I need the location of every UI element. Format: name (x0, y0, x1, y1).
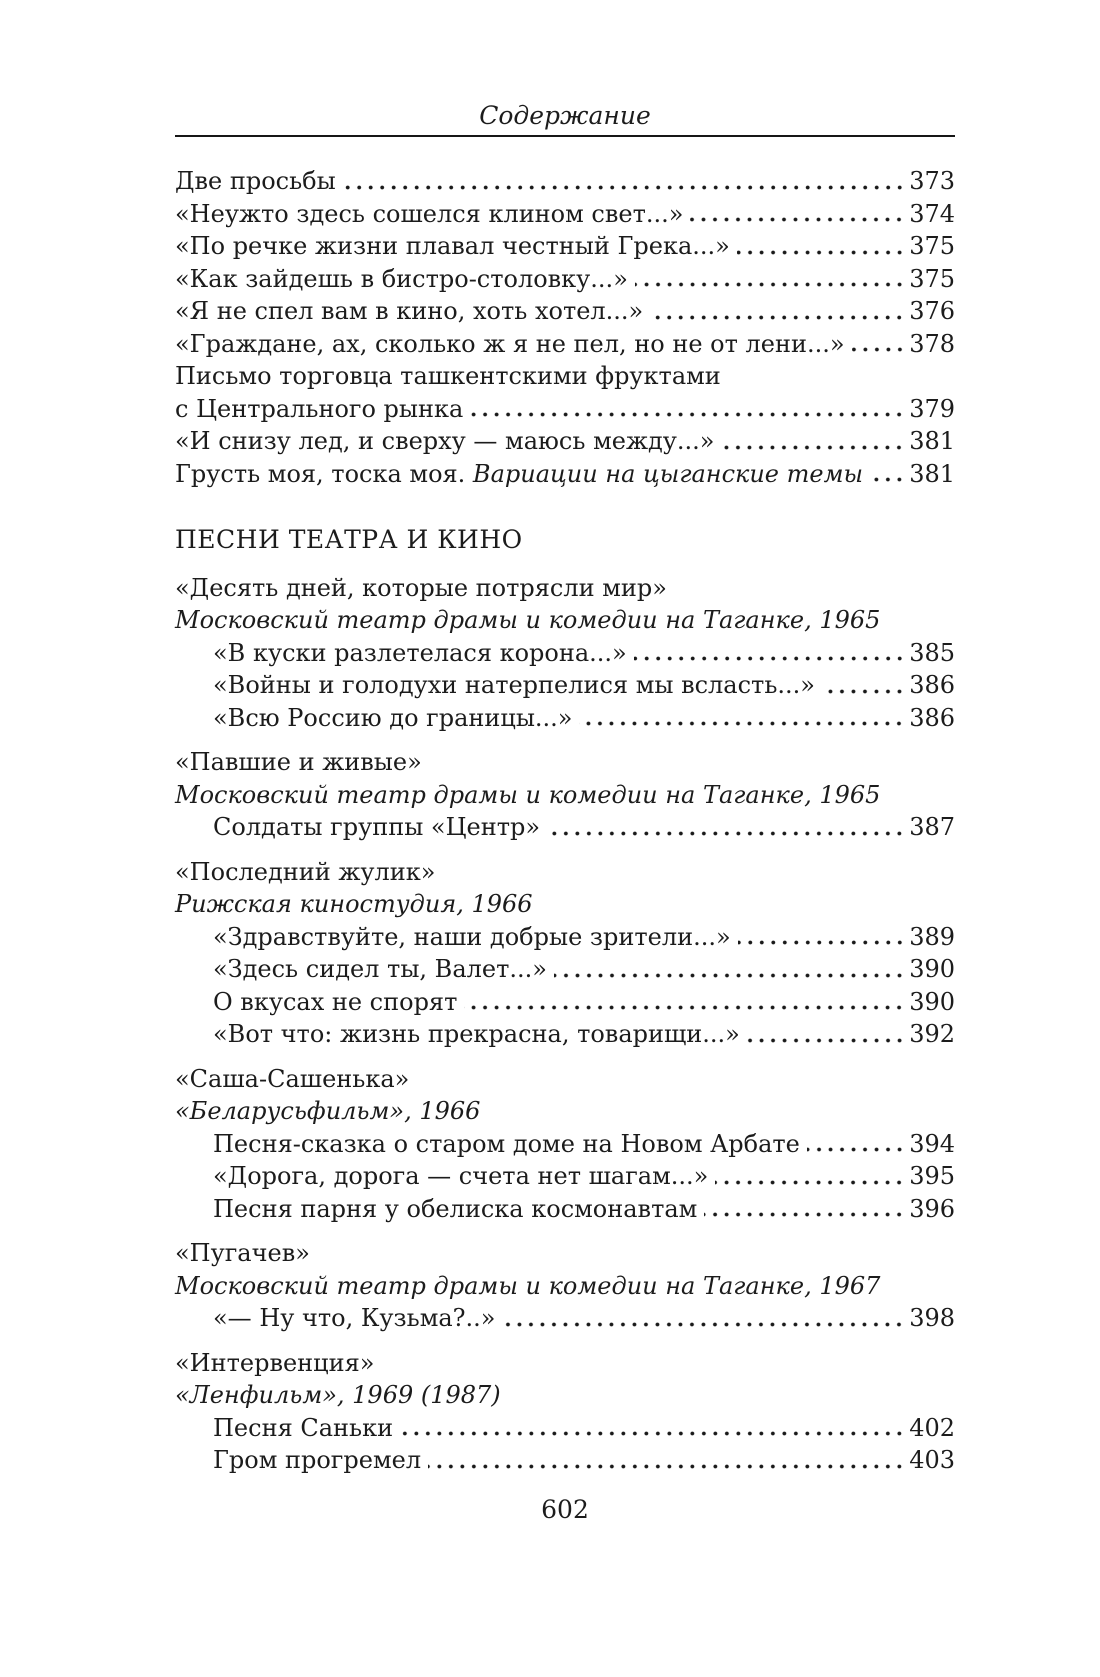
toc-entry-title: Гром прогремел (213, 1446, 422, 1474)
group-title (175, 746, 955, 779)
toc-row (175, 1193, 955, 1226)
page-header (175, 102, 955, 137)
toc-group (175, 746, 955, 844)
dot-leader (579, 702, 906, 735)
group-items (175, 811, 955, 844)
group-title (175, 1237, 955, 1270)
dot-leader (807, 1128, 906, 1161)
toc-row (175, 425, 955, 458)
toc-entry-title: «— Ну что, Кузьма?..» (213, 1304, 496, 1332)
toc-entry-title: с Центрального рынка (175, 394, 464, 423)
group-subtitle: «Беларусьфильм», 1966 (175, 1097, 481, 1125)
page-content (175, 102, 955, 1477)
toc-page-number: 387 (909, 813, 955, 841)
group-subtitle: Московский театр драмы и комедии на Таганке, 1967 (175, 1271, 881, 1300)
dot-leader (634, 637, 906, 670)
dot-leader (870, 458, 906, 491)
toc-page-number: 398 (909, 1304, 955, 1332)
toc-entry-title: «Десять дней, которые потрясли мир» (175, 573, 667, 602)
toc-row (175, 230, 955, 263)
toc-page-number: 375 (909, 232, 955, 260)
toc-page-number: 390 (909, 955, 955, 983)
toc-page-number: 390 (909, 987, 955, 1016)
toc-groups (175, 572, 955, 1477)
toc-entry-title: «Дорога, дорога — счета нет шагам...» (213, 1162, 709, 1190)
toc-entry-title: О вкусах не спорят (213, 987, 458, 1016)
toc-entry-italic: Вариации на цыганские темы (465, 459, 864, 488)
toc-row (175, 1128, 955, 1161)
toc-row (175, 986, 955, 1019)
group-title (175, 572, 955, 605)
toc-entry-title: Грусть моя, тоска моя. Вариации на цыганские темы (175, 459, 864, 488)
toc-entry-title: «Войны и голодухи натерпелися мы всласть...» (213, 671, 815, 699)
group-items (175, 637, 955, 735)
toc-row (175, 702, 955, 735)
toc-entry-title: «Здесь сидел ты, Валет...» (213, 955, 547, 983)
toc-entry-title: «Всю Россию до границы...» (213, 703, 573, 732)
toc-page-number: 381 (909, 427, 955, 455)
dot-leader (822, 669, 906, 702)
toc-row (175, 669, 955, 702)
toc-page-number: 392 (909, 1020, 955, 1048)
dot-leader (470, 393, 906, 426)
toc-page-number: 386 (909, 703, 955, 732)
toc-row (175, 1444, 955, 1477)
group-items (175, 1302, 955, 1335)
toc-group (175, 1347, 955, 1477)
toc-row (175, 198, 955, 231)
dot-leader (400, 1412, 906, 1445)
toc-row (175, 1302, 955, 1335)
toc-entry-title: «Вот что: жизнь прекрасна, товарищи...» (213, 1020, 740, 1048)
toc-entry-title: «Последний жулик» (175, 857, 436, 886)
running-head: Содержание (479, 101, 651, 130)
toc-row (175, 328, 955, 361)
toc-page-number: 374 (909, 199, 955, 228)
toc-group (175, 1063, 955, 1226)
dot-leader (737, 230, 906, 263)
toc-page-number: 378 (909, 329, 955, 358)
toc-entry-title: Солдаты группы «Центр» (213, 813, 541, 841)
toc-group (175, 572, 955, 735)
toc-entry-title: «В куски разлетелася корона...» (213, 638, 627, 667)
dot-leader (554, 953, 906, 986)
toc-entry-title: «Граждане, ах, сколько ж я не пел, но не от лени...» (175, 329, 845, 358)
toc-row (175, 637, 955, 670)
group-title (175, 1347, 955, 1380)
toc-entry-title: Песня-сказка о старом доме на Новом Арбате (213, 1129, 800, 1158)
toc-entry-title: «Саша-Сашенька» (175, 1064, 410, 1093)
toc-row (175, 953, 955, 986)
toc-page-number: 381 (909, 459, 955, 488)
toc-row (175, 263, 955, 296)
toc-row (175, 1412, 955, 1445)
group-items (175, 1412, 955, 1477)
dot-leader (547, 811, 906, 844)
toc-entry-title: «Павшие и живые» (175, 748, 422, 776)
group-subtitle: «Ленфильм», 1969 (1987) (175, 1381, 501, 1409)
toc-row (175, 1018, 955, 1051)
group-items (175, 1128, 955, 1226)
toc-entry-title: «Интервенция» (175, 1348, 375, 1377)
group-subtitle: Московский театр драмы и комедии на Таганке, 1965 (175, 780, 881, 809)
toc-row (175, 360, 955, 393)
toc-row (175, 458, 955, 491)
toc-entry-title: Две просьбы (175, 167, 336, 195)
dot-leader (343, 165, 906, 198)
toc-row (175, 393, 955, 426)
dot-leader (721, 425, 906, 458)
toc-row (175, 811, 955, 844)
toc-row (175, 295, 955, 328)
folio-page-number: 602 (541, 1495, 589, 1524)
dot-leader (650, 295, 906, 328)
header-rule (175, 135, 955, 137)
toc-entry-title: Песня парня у обелиска космонавтам (213, 1194, 698, 1223)
toc-row (175, 1160, 955, 1193)
toc-entry-title: «И снизу лед, и сверху — маюсь между...» (175, 427, 715, 455)
toc-entry-title: «Как зайдешь в бистро-столовку...» (175, 264, 628, 293)
dot-leader (852, 328, 907, 361)
group-title (175, 1063, 955, 1096)
group-title (175, 856, 955, 889)
section-heading: ПЕСНИ ТЕАТРА И КИНО (175, 525, 523, 554)
group-items (175, 921, 955, 1051)
toc-entry-title: «По речке жизни плавал честный Грека...» (175, 232, 730, 260)
lead-entries (175, 165, 955, 490)
toc-page-number: 376 (909, 297, 955, 325)
dot-leader (464, 986, 906, 1019)
toc-page-number: 385 (909, 638, 955, 667)
dot-leader (690, 198, 906, 231)
toc-page-number: 379 (909, 394, 955, 423)
toc-entry-title: Письмо торговца ташкентскими фруктами (175, 362, 721, 390)
toc-page-number: 403 (909, 1446, 955, 1474)
group-subtitle: Московский театр драмы и комедии на Таганке, 1965 (175, 606, 881, 634)
toc-group (175, 1237, 955, 1335)
toc-entry-title: «Я не спел вам в кино, хоть хотел...» (175, 297, 644, 325)
toc-entry-title: «Неужто здесь сошелся клином свет...» (175, 199, 684, 228)
toc-page-number: 396 (909, 1194, 955, 1223)
toc-entry-title: «Пугачев» (175, 1239, 310, 1267)
toc-page-number: 373 (909, 167, 955, 195)
dot-leader (502, 1302, 906, 1335)
toc-page-number: 395 (909, 1162, 955, 1190)
dot-leader (704, 1193, 906, 1226)
toc-row (175, 165, 955, 198)
toc-page-number: 386 (909, 671, 955, 699)
group-subtitle: Рижская киностудия, 1966 (175, 890, 533, 918)
dot-leader (738, 921, 907, 954)
toc-entry-title: «Здравствуйте, наши добрые зрители...» (213, 922, 731, 951)
toc-page-number: 402 (909, 1413, 955, 1442)
toc-group (175, 856, 955, 1051)
toc-page-number: 389 (909, 922, 955, 951)
dot-leader (715, 1160, 906, 1193)
dot-leader (635, 263, 906, 296)
toc-row (175, 921, 955, 954)
toc-entry-title: Песня Саньки (213, 1413, 394, 1442)
toc-page-number: 375 (909, 264, 955, 293)
dot-leader (428, 1444, 906, 1477)
dot-leader (747, 1018, 906, 1051)
toc-page-number: 394 (909, 1129, 955, 1158)
